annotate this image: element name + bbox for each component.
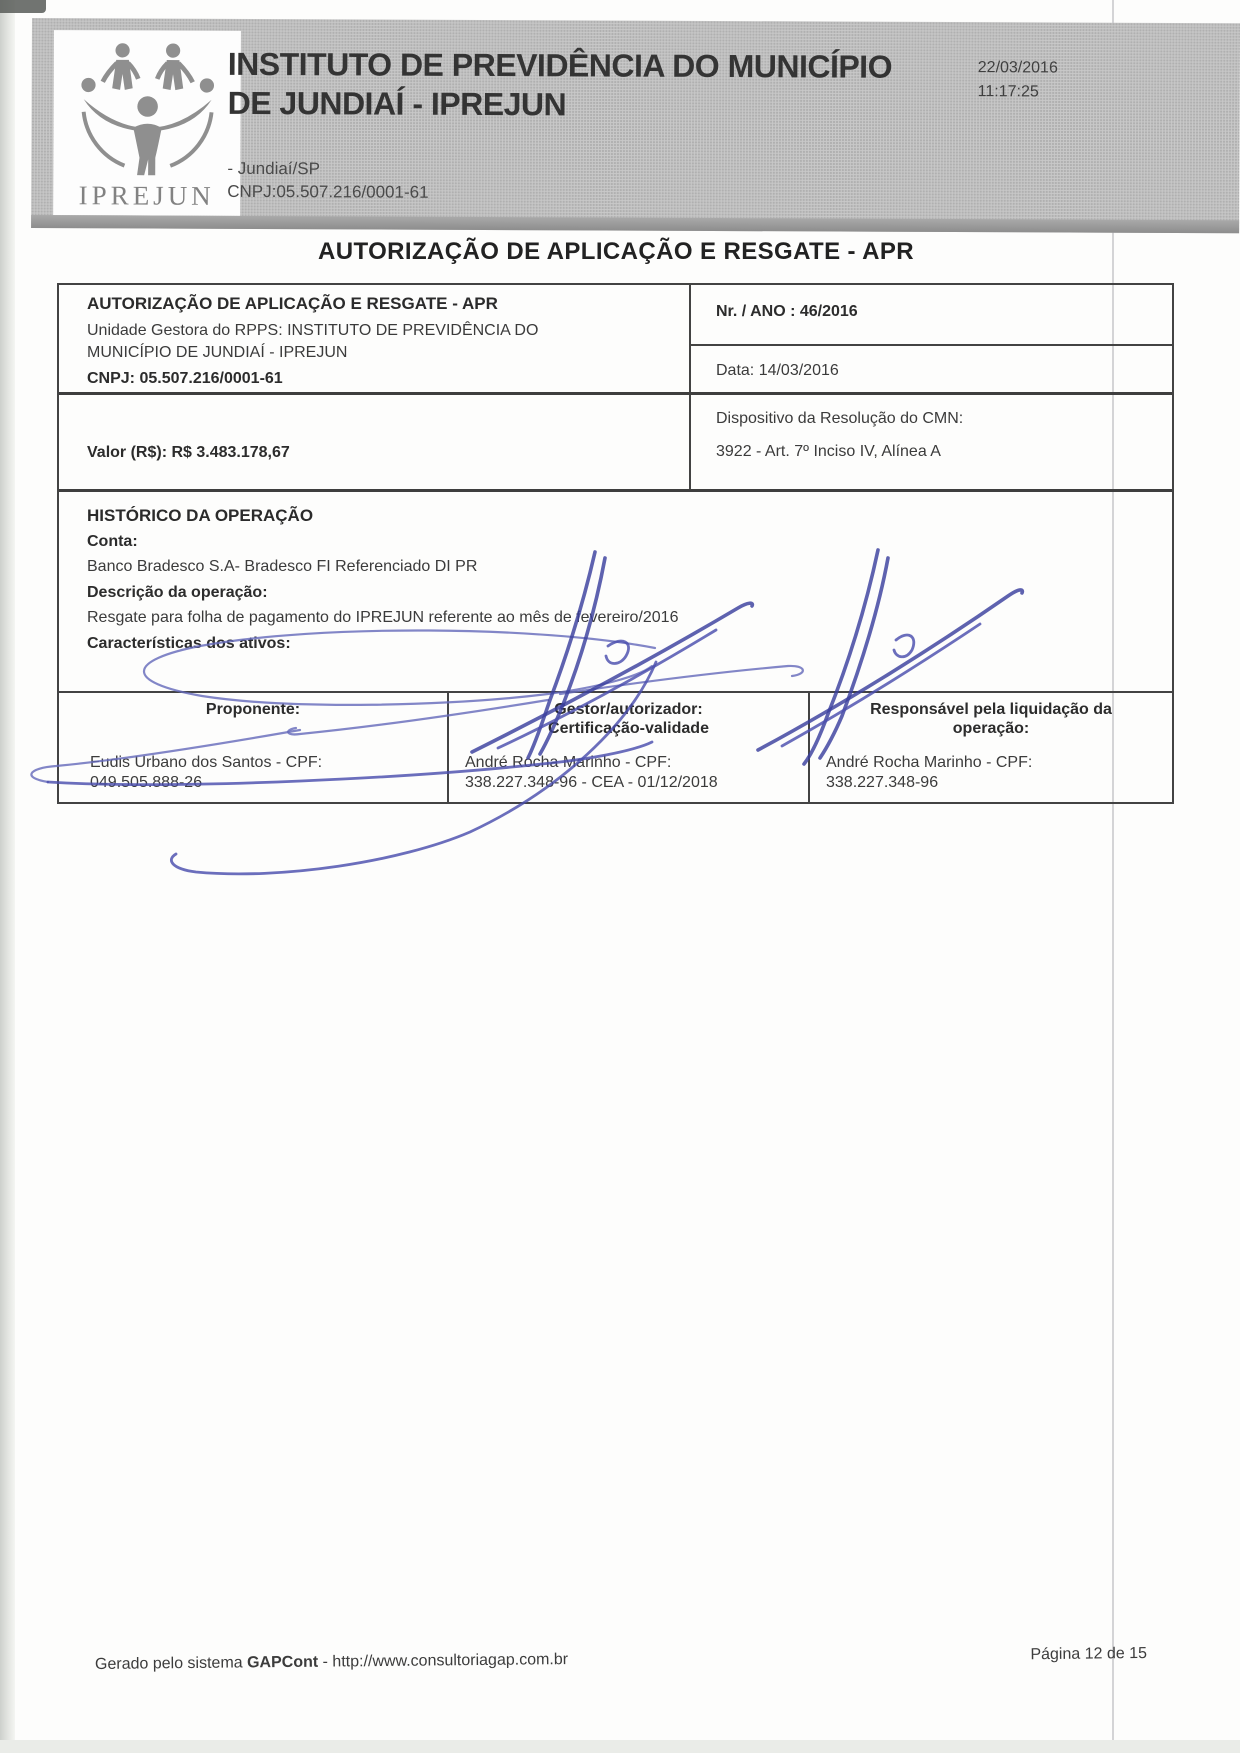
signer-name-line1: André Rocha Marinho - CPF:: [826, 754, 1033, 771]
value-resolution-row: [59, 395, 1172, 492]
apr-cnpj: CNPJ: 05.507.216/0001-61: [87, 370, 283, 387]
organization-title-line1: INSTITUTO DE PREVIDÊNCIA DO MUNICÍPIO: [227, 45, 893, 85]
account-value: Banco Bradesco S.A- Bradesco FI Referenciado DI PR: [87, 558, 478, 575]
history-title: HISTÓRICO DA OPERAÇÃO: [87, 506, 314, 525]
apr-value: Valor (R$): R$ 3.483.178,67: [87, 444, 290, 461]
scan-bottom-strip: [0, 1740, 1240, 1753]
apr-date-cell: [691, 346, 1172, 392]
scan-corner-mark: [0, 0, 46, 13]
print-date: 22/03/2016: [977, 59, 1058, 77]
account-label: Conta:: [87, 533, 138, 550]
signer-name-line2: 338.227.348-96 - CEA - 01/12/2018: [465, 774, 718, 791]
apr-number-date-cell: [689, 285, 1172, 392]
generated-by-text: [95, 1651, 568, 1674]
assets-label: Características dos ativos:: [87, 635, 291, 652]
value-cell: [59, 395, 689, 489]
scan-edge-strip: [0, 0, 15, 1753]
signer-name: [449, 753, 808, 802]
signer-role-line1: Responsável pela liquidação da: [870, 701, 1112, 718]
signatures-row: [59, 693, 1172, 802]
organization-subinfo: [227, 157, 429, 204]
apr-number-cell: [691, 285, 1172, 346]
apr-date: Data: 14/03/2016: [716, 362, 839, 379]
apr-number: Nr. / ANO : 46/2016: [716, 303, 858, 320]
organization-title: [228, 45, 893, 126]
signer-name: [810, 753, 1172, 802]
signer-name-line1: Eudis Urbano dos Santos - CPF:: [90, 754, 323, 771]
signer-role: [449, 693, 808, 738]
signer-name-line2: 049.505.888-26: [90, 774, 203, 791]
page-number: Página 12 de 15: [1030, 1644, 1148, 1664]
apr-identification-row: [59, 285, 1172, 395]
unidade-gestora-line2: MUNICÍPIO DE JUNDIAÍ - IPREJUN: [87, 344, 348, 361]
signer-proponente-cell: [59, 693, 447, 802]
description-label: Descrição da operação:: [87, 584, 268, 601]
operation-history-section: [59, 492, 1172, 693]
system-name: GAPCont: [246, 1653, 319, 1672]
signer-role-line2: Certificação-validade: [548, 720, 709, 737]
resolution-value: 3922 - Art. 7º Inciso IV, Alínea A: [716, 443, 941, 460]
organization-title-line2: DE JUNDIAÍ - IPREJUN: [227, 84, 567, 123]
apr-form-table: [57, 283, 1174, 804]
resolution-cell: [689, 395, 1172, 489]
print-time: 11:17:25: [977, 83, 1039, 101]
unidade-gestora-line1: Unidade Gestora do RPPS: INSTITUTO DE PREVIDÊNCIA DO: [87, 322, 539, 339]
document-title: AUTORIZAÇÃO DE APLICAÇÃO E RESGATE - APR: [317, 238, 915, 265]
signer-liquidacao-cell: [808, 693, 1172, 802]
generated-prefix: Gerado pelo sistema: [94, 1654, 248, 1673]
generated-suffix: - http://www.consultoriagap.com.br: [318, 1651, 569, 1671]
organization-city: - Jundiaí/SP: [227, 158, 320, 179]
signer-role-line2: operação:: [952, 720, 1030, 737]
signer-gestor-cell: [447, 693, 808, 802]
signer-name-line1: André Rocha Marinho - CPF:: [465, 754, 672, 771]
signer-name-line2: 338.227.348-96: [826, 774, 939, 791]
signer-role-line1: Gestor/autorizador:: [554, 701, 703, 718]
logo-wordmark: IPREJUN: [78, 180, 215, 211]
page-footer: [95, 1645, 1147, 1674]
signer-role: Proponente:: [205, 701, 301, 718]
signer-role: [810, 693, 1172, 738]
iprejun-logo-icon: [72, 34, 223, 183]
apr-identification-cell: [59, 285, 689, 392]
signer-name: [59, 753, 447, 802]
resolution-label: Dispositivo da Resolução do CMN:: [716, 410, 964, 427]
letterhead-band: [31, 18, 1240, 233]
iprejun-logo: [53, 30, 241, 216]
organization-cnpj: CNPJ:05.507.216/0001-61: [227, 181, 429, 202]
apr-cell-header: AUTORIZAÇÃO DE APLICAÇÃO E RESGATE - APR: [87, 294, 498, 313]
description-value: Resgate para folha de pagamento do IPREJUN referente ao mês de fevereiro/2016: [87, 609, 679, 626]
print-datetime: [978, 56, 1058, 104]
